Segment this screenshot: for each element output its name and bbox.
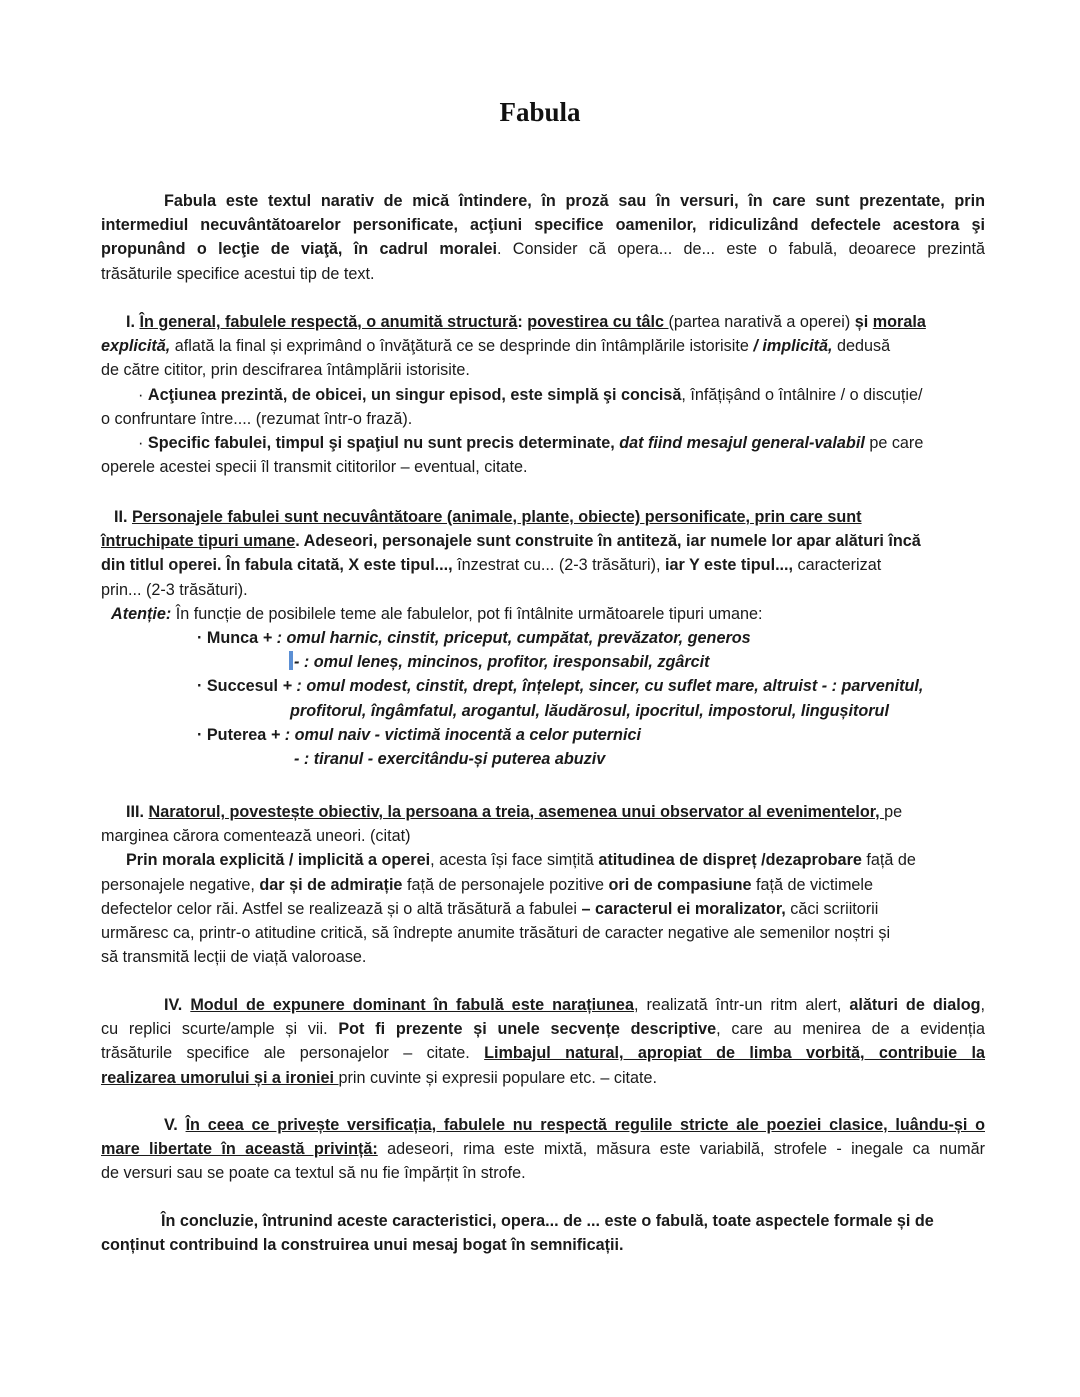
text-span: În general, fabulele respectă, o anumită structură	[139, 313, 518, 331]
intro-text: Fabula este textul narativ de mică întindere, în proză sau în versuri, în care sunt prezentate, prin	[164, 192, 985, 210]
section-characters	[101, 505, 985, 771]
human-type-line	[101, 626, 985, 650]
text-span: Acţiunea prezintă, de obicei, un singur episod, este simplă şi concisă	[147, 385, 682, 404]
text-line	[101, 529, 985, 553]
human-type-line	[101, 650, 985, 674]
text-span: față de personajele pozitive	[402, 875, 609, 894]
text-line	[101, 383, 985, 407]
intro-line	[101, 189, 985, 213]
text-span: - : omul leneș, mincinos, profitor, iresponsabil, zgârcit	[294, 653, 710, 672]
text-span: realizarea umorului și a ironiei	[101, 1068, 339, 1087]
text-line	[101, 1066, 985, 1090]
text-span: dat fiind mesajul general-valabil	[619, 434, 865, 453]
text-cursor-icon	[289, 651, 293, 670]
text-span: , realizată într-un ritm alert,	[633, 996, 850, 1014]
text-span: prin cuvinte și expresii populare etc. – citate.	[338, 1068, 658, 1087]
text-span: căci scriitorii	[785, 899, 879, 918]
text-span: În ceea ce privește versificația, fabulele nu respectă regulile stricte ale poeziei clasice, luându-și o	[185, 1116, 985, 1134]
text-line	[101, 553, 985, 577]
intro-line	[101, 262, 985, 286]
text-line	[101, 824, 985, 848]
text-span: întruchipate tipuri umane	[101, 532, 296, 551]
intro-line	[101, 213, 985, 237]
intro-line	[101, 237, 985, 261]
text-span: prin... (2-3 trăsături).	[101, 580, 248, 599]
text-line	[101, 431, 985, 455]
type-label: · Succesul	[197, 677, 278, 696]
text-span: pe care	[864, 434, 924, 453]
text-span: Pot fi prezente și unele secvențe descriptive	[338, 1020, 717, 1039]
text-span: mare libertate în această privință:	[101, 1140, 378, 1159]
intro-text: . Consider că opera... de... este o fabulă, deoarece prezintă	[496, 240, 985, 259]
text-line	[101, 455, 985, 479]
text-span: ,	[980, 996, 985, 1014]
human-type-line	[101, 747, 985, 771]
section-number: IV.	[164, 996, 191, 1014]
human-type-line	[101, 723, 985, 747]
text-span: din titlul operei. În fabula citată, X este tipul...,	[101, 556, 453, 575]
text-span: și	[854, 313, 873, 331]
text-span: (partea narativă a operei)	[668, 313, 855, 331]
text-span: explicită,	[101, 337, 171, 356]
text-line	[101, 1017, 985, 1041]
text-span: Modul de expunere dominant în fabulă este narațiunea	[190, 996, 634, 1014]
section-narrator	[101, 800, 985, 969]
section-number: V.	[164, 1116, 186, 1134]
text-line	[101, 334, 985, 358]
text-span: personajele negative,	[101, 875, 260, 894]
page-title: Fabula	[499, 97, 581, 127]
text-line	[101, 945, 985, 969]
section-exposition	[101, 993, 985, 1090]
human-type-line	[101, 674, 985, 698]
text-span: conținut contribuind la construirea unui mesaj bogat în semnificații.	[101, 1236, 624, 1255]
text-span: , acesta își face simțită	[430, 851, 599, 870]
section-number: I.	[126, 313, 140, 331]
conclusion-paragraph	[101, 1209, 985, 1257]
text-span: trăsăturile specifice ale personajelor – citate.	[101, 1044, 485, 1063]
type-label: · Puterea	[197, 725, 267, 744]
text-span: , care au menirea de a evidenția	[716, 1020, 985, 1039]
text-span: + : omul harnic, cinstit, priceput, cumpătat, prevăzator, generos	[258, 629, 751, 648]
text-span: dar și de admirație	[259, 875, 403, 894]
text-span: Specific fabulei, timpul şi spaţiul nu sunt precis determinate,	[147, 434, 620, 453]
text-span: urmăresc ca, printr-o atitudine critică, să îndrepte anumite trăsături de caracter negative ale semenilor noștri și	[101, 924, 891, 943]
text-span: + : omul modest, cinstit, drept, înțelept, sincer, cu suflet mare, altruist - : parvenitul,	[277, 677, 924, 696]
text-span: defectelor celor răi. Astfel se realizează și o altă trăsătură a fabulei	[101, 899, 582, 918]
text-line	[101, 1113, 985, 1137]
intro-text: intermediul necuvântătoarelor personificate, acţiuni specifice oamenilor, ridiculizând defectele acestora şi	[101, 216, 985, 235]
text-span: morala	[872, 313, 926, 331]
text-line	[101, 921, 985, 945]
text-span: Naratorul, povestește obiectiv, la persoana a treia, asemenea unui observator al evenimentelor,	[148, 803, 885, 821]
text-line	[101, 800, 985, 824]
text-span: În funcție de posibilele teme ale fabulelor, pot fi întâlnite următoarele tipuri umane:	[171, 604, 763, 623]
text-span: iar Y este tipul...,	[665, 556, 794, 575]
text-span: dedusă	[832, 337, 891, 356]
human-type-line	[101, 699, 985, 723]
section-number: II.	[114, 508, 132, 526]
note-label: Atenție:	[111, 604, 172, 623]
text-line	[101, 407, 985, 431]
text-line	[101, 1137, 985, 1161]
text-span: aflată la final și exprimând o învăţătură ce se desprinde din întâmplările istorisite	[170, 337, 754, 356]
text-line	[101, 602, 985, 626]
text-span: Limbajul natural, apropiat de limba vorbită, contribuie la	[484, 1044, 985, 1063]
text-line	[101, 848, 985, 872]
text-span: de versuri sau se poate ca textul să nu fie împărțit în strofe.	[101, 1164, 526, 1183]
text-span: + : omul naiv - victimă inocentă a celor puternici	[266, 725, 641, 744]
text-span: povestirea cu tâlc	[527, 313, 669, 331]
text-line	[101, 505, 985, 529]
text-span: caracterizat	[793, 556, 882, 575]
text-span: alături de dialog	[849, 996, 981, 1014]
text-line	[101, 1209, 985, 1233]
text-span: atitudinea de dispreț /dezaprobare	[598, 851, 862, 870]
text-span: să transmită lecții de viață valoroase.	[101, 948, 367, 967]
section-number: III.	[126, 803, 149, 821]
text-span: - : tiranul - exercitându-și puterea abuziv	[294, 750, 606, 769]
text-span: marginea cărora comentează uneori. (citat)	[101, 827, 411, 846]
text-span: o confruntare între.... (rezumat într-o frază).	[101, 409, 413, 428]
text-span: / implicită,	[753, 337, 833, 356]
bullet: ·	[138, 385, 148, 404]
text-span: Prin morala explicită / implicită a operei	[126, 851, 431, 870]
text-span: față de	[861, 851, 916, 870]
text-span: profitorul, îngâmfatul, arogantul, lăudărosul, ipocritul, impostorul, lingușitorul	[290, 701, 889, 720]
intro-text: propunând o lecţie de viaţă, în cadrul moralei	[101, 240, 497, 259]
text-span: – caracterul ei moralizator,	[581, 899, 786, 918]
text-span: înzestrat cu... (2-3 trăsături),	[452, 556, 665, 575]
text-span: pe	[884, 803, 903, 821]
text-line	[101, 897, 985, 921]
section-versification	[101, 1113, 985, 1186]
text-line	[101, 578, 985, 602]
bullet: ·	[138, 434, 148, 453]
text-span: , înfățișând o întâlnire / o discuție/	[681, 385, 923, 404]
text-span: . Adeseori, personajele sunt construite în antiteză, iar numele lor apar alături încă	[295, 532, 921, 551]
text-line	[101, 873, 985, 897]
intro-paragraph	[101, 189, 985, 286]
type-label: · Munca	[197, 629, 259, 648]
text-span: față de victimele	[751, 875, 874, 894]
text-line	[101, 358, 985, 382]
text-line	[101, 310, 985, 334]
text-span: Personajele fabulei sunt necuvântătoare (animale, plante, obiecte) personificate, prin care sunt	[132, 508, 862, 526]
section-structure	[101, 310, 985, 479]
text-span: adeseori, rima este mixtă, măsura este variabilă, strofele - inegale ca număr	[377, 1140, 985, 1159]
text-line	[101, 1041, 985, 1065]
text-line	[101, 1233, 985, 1257]
text-span: cu replici scurte/ample și vii.	[101, 1020, 339, 1039]
text-span: În concluzie, întrunind aceste caracteristici, opera... de ... este o fabulă, toate aspectele formale și de	[161, 1212, 934, 1230]
text-span: de către cititor, prin descifrarea întâmplării istorisite.	[101, 361, 470, 380]
text-span: ori de compasiune	[608, 875, 752, 894]
text-line	[101, 1161, 985, 1185]
text-line	[101, 993, 985, 1017]
text-span: operele acestei specii îl transmit cititorilor – eventual, citate.	[101, 458, 528, 477]
text-span: :	[517, 313, 528, 331]
intro-text: trăsăturile specifice acestui tip de text.	[101, 264, 375, 283]
